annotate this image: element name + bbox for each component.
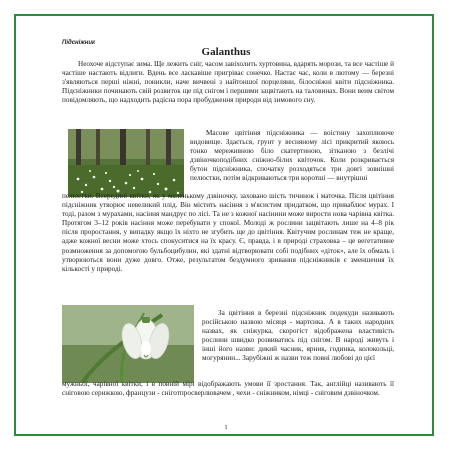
forest-photo-graphic bbox=[68, 129, 184, 197]
paragraph-bloom-bottom: пелюстки. Всередині квітки, як у маленькому дзвіночку, заховано шість тичинок і маточка. Після цвітіння підсніжник утворює невеликий плід. Він містить насіння з м'ясистим придатком, що приваблює мурах. І тоді, разом з мурахами, насіння мандрує по лісі. Та не з кожної насінини може вирости нова чарівна квітка. Протягом 3–12 років насіння може перебувати у спокої. Молоді ж рослини зацвітають лише на 4–8 рік після проростання, у випадку якщо їх ніхто не згубить ще до цвітіння. Квітучим рослинам теж не краще, адже кожної весни може хтось спокуситися на їх красу. Є, правда, і в природі страховка – це вегетативне розмноження за допомогою бульбоцибулин, які здатні відтворювати собі подібних «діток», але їх обмаль і утворюються вони дуже довго. Отже, результатом бездумного зривання підсніжників є зменшення їх кількості у природі. bbox=[62, 192, 394, 273]
closeup-photo-graphic bbox=[62, 305, 194, 383]
paragraph-intro: Неохоче відступає зима. Ще лежить сніг, часом завіхолить хуртовина, вдарять морози, та все частіше й частіше настають відлиги. Вдень все ласкавіше пригріває сонечко. Настає час, коли в лютому — березні з'являються перші ніжні, поникли, наче вичвені з найтоншої порцеляни, білосніжні квіти підсніжника. Підсніжники починають свій розвиток ще під снігом і першими зацвітають на таловинах. Вони веим світом повідомляють, що надходить радісна пора пробудження природи від зимового сну. bbox=[62, 60, 394, 105]
snowdrop-closeup-photo bbox=[62, 305, 194, 383]
section-label: Підсніжник bbox=[62, 40, 96, 46]
document-title: Galanthus bbox=[201, 46, 251, 58]
forest-snowdrops-photo bbox=[68, 129, 184, 197]
paragraph-bloom-top: Масове цвітіння підсніжника — воістину захоплююче видовище. Здається, грунт у весняному лісі прикритий якоюсь тонко мереживною біло скатертиною, зітканою з безлічі дзвіночкоподібних сніжно-білих квіточок. Коли розкривається бутон підсніжника, спочатку розходяться три довгі зовнішні пелюстки, потім відкриваються три коротші — внутрішні bbox=[190, 129, 394, 183]
paragraph-names-bottom: мужньої, чарівної квітки, і в повній мірі відображають умови її зростання. Так, англійці називають її сніговою серижкою, французи - сніготпросверлювачем , чехи - сніжником, німці - сніговим дзвіночком. bbox=[62, 380, 394, 398]
paragraph-names-top: За цвітіння в березні підсніжник подекуди називають російською назвою місяця - мартєнка. А в таких народних назвах, як сніжурка, скорогіст відображена властивість рослини швидко розвиватись під снігом. В народі живуть і інші його назви: дикий часник, ярник, годинка, колокольці, могурянин... Зарубіжні ж назви теж повні любові до цієї bbox=[202, 309, 394, 363]
page-number: 1 bbox=[224, 424, 228, 431]
